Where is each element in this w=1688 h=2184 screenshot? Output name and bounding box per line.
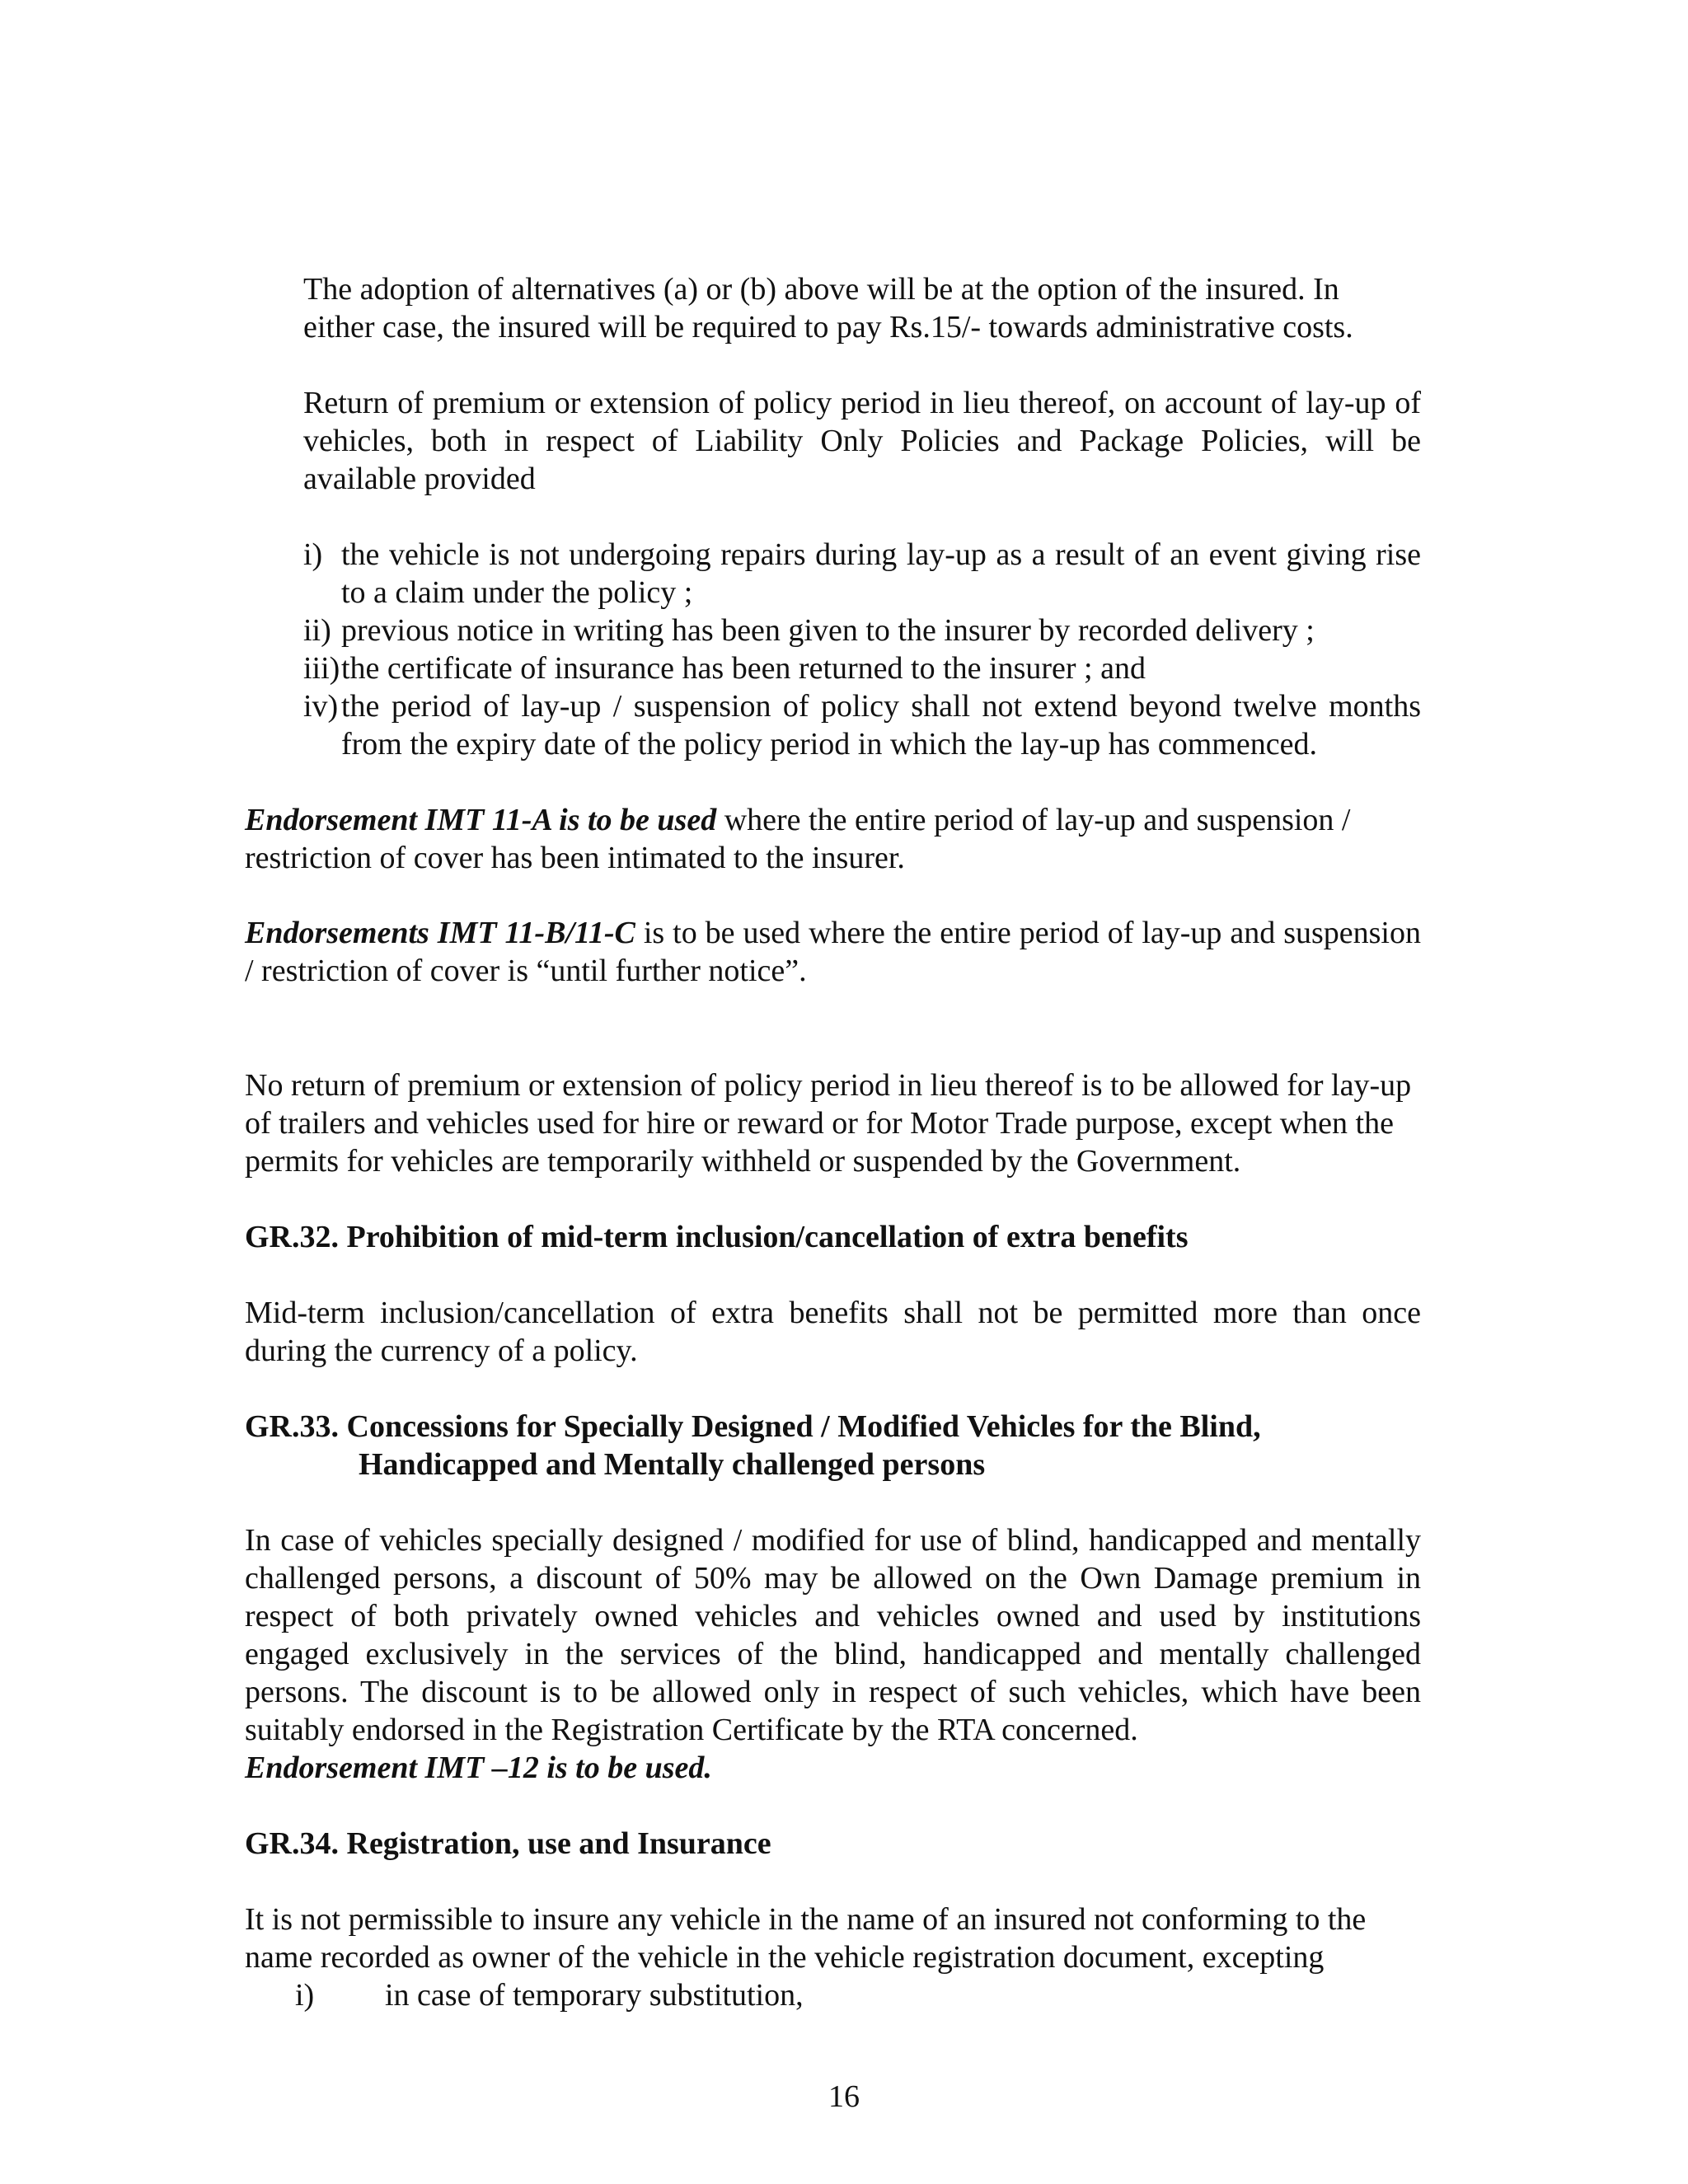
condition-text-2: previous notice in writing has been given to the insurer by recorded delivery ; [341, 613, 1315, 648]
intro-line-2: either case, the insured will be required to pay Rs.15/- towards administrative costs. [303, 310, 1353, 344]
condition-text-3: the certificate of insurance has been returned to the insurer ; and [341, 651, 1146, 686]
gr33-endorsement: Endorsement IMT –12 is to be used. [245, 1750, 712, 1785]
endorsement-11a-paragraph [245, 801, 1421, 877]
condition-text-4: the period of lay-up / suspension of policy shall not extend beyond twelve months from the expiry date of the policy period in which the lay-up has commenced. [341, 689, 1421, 762]
condition-item-1 [303, 536, 1421, 612]
endorsement-11bc-rest: is to be used where the entire period of lay-up and suspension / restriction of cover is “until further notice”. [245, 916, 1421, 988]
gr34-item-text: in case of temporary substitution, [385, 1978, 804, 2013]
gr34-body: It is not permissible to insure any vehicle in the name of an insured not conforming to the name recorded as owner of the vehicle in the vehicle registration document, excepting [245, 1902, 1367, 1975]
condition-item-2 [303, 612, 1421, 649]
page-number: 16 [828, 2079, 860, 2114]
gr33-body: In case of vehicles specially designed / modified for use of blind, handicapped and mentally challenged persons, a discount of 50% may be allowed on the Own Damage premium in respect of both privately owned vehicles and vehicles owned and used by institutions engaged exclusively in the services of the blind, handicapped and mentally challenged persons. The discount is to be allowed only in respect of such vehicles, which have been suitably endorsed in the Registration Certificate by the RTA concerned. [245, 1523, 1421, 1747]
endorsement-11bc-lead: Endorsements IMT 11-B/11-C [245, 916, 635, 950]
condition-marker-3: iii) [303, 651, 340, 686]
gr33-heading-line1: GR.33. Concessions for Specially Designed / Modified Vehicles for the Blind, [245, 1409, 1261, 1444]
gr33-heading-line2: Handicapped and Mentally challenged persons [359, 1447, 986, 1482]
endorsement-11a-rest: where the entire period of lay-up and suspension / restriction of cover has been intimated to the insurer. [245, 803, 1351, 875]
gr33-heading [245, 1408, 1421, 1483]
condition-marker-1: i) [303, 537, 323, 572]
condition-item-3 [303, 649, 1421, 687]
endorsement-11a-lead: Endorsement IMT 11-A is to be used [245, 803, 717, 837]
condition-text-1: the vehicle is not undergoing repairs during lay-up as a result of an event giving rise to a claim under the policy ; [341, 537, 1421, 610]
condition-marker-2: ii) [303, 613, 331, 648]
return-premium-paragraph: Return of premium or extension of policy period in lieu thereof, on account of lay-up of vehicles, both in respect of Liability Only Policies and Package Policies, will be available provided [303, 386, 1421, 496]
gr34-heading: GR.34. Registration, use and Insurance [245, 1826, 771, 1861]
endorsement-11bc-paragraph [245, 914, 1421, 990]
condition-item-4 [303, 687, 1421, 763]
gr32-body: Mid-term inclusion/cancellation of extra benefits shall not be permitted more than once during the currency of a policy. [245, 1296, 1421, 1368]
gr34-item-marker: i) [295, 1978, 315, 2013]
intro-paragraph [303, 270, 1421, 346]
no-return-paragraph: No return of premium or extension of policy period in lieu thereof is to be allowed for lay-up of trailers and vehicles used for hire or reward or for Motor Trade purpose, except when the permits for vehicles are temporarily withheld or suspended by the Government. [245, 1068, 1412, 1179]
gr32-heading: GR.32. Prohibition of mid-term inclusion/cancellation of extra benefits [245, 1220, 1189, 1254]
condition-marker-4: iv) [303, 689, 339, 724]
intro-line-1: The adoption of alternatives (a) or (b) above will be at the option of the insured. In [303, 272, 1339, 307]
